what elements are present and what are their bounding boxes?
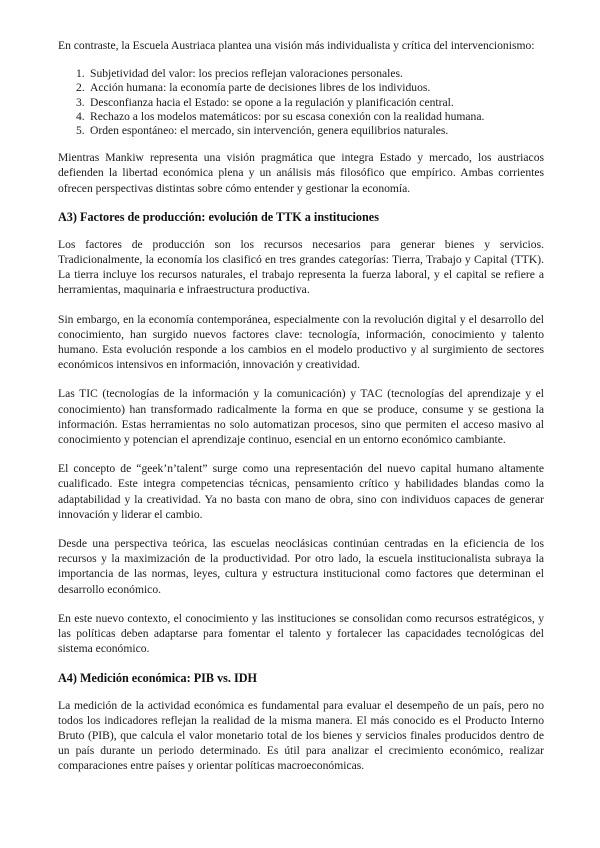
intro-austrian-paragraph: En contraste, la Escuela Austriaca plantea una visión más individualista y crítica del intervencionismo: bbox=[58, 39, 535, 52]
list-number: 3. bbox=[76, 95, 85, 109]
list-item-text: Rechazo a los modelos matemáticos: por su escasa conexión con la realidad humana. bbox=[90, 109, 485, 123]
conclusion-paragraph: Mientras Mankiw representa una visión pragmática que integra Estado y mercado, los austriacos defienden la libertad económica plena y un análisis más filosófico que empírico. Ambas corrientes ofrecen perspectivas distintas sobre cómo entender y gestionar la economía. bbox=[58, 151, 544, 195]
a3-paragraph: En este nuevo contexto, el conocimiento y las instituciones se consolidan como recursos estratégicos, y las políticas deben adaptarse para fomentar el talento y fortalecer las capacidades tecnológicas del sistema económico. bbox=[58, 611, 544, 656]
list-number: 4. bbox=[76, 109, 85, 123]
list-item bbox=[58, 81, 544, 95]
list-item bbox=[58, 67, 544, 81]
list-item bbox=[58, 110, 544, 124]
list-item-text: Orden espontáneo: el mercado, sin intervención, genera equilibrios naturales. bbox=[90, 124, 449, 138]
list-number: 5. bbox=[76, 124, 85, 138]
list-item bbox=[58, 96, 544, 110]
a3-paragraph: Sin embargo, en la economía contemporánea, especialmente con la revolución digital y el desarrollo del conocimiento, han surgido nuevos factores clave: tecnología, información, conocimiento y talento humano. Esta evolución responde a los cambios en el modelo productivo y al surgimiento de sectores económicos intensivos en información, innovación y creatividad. bbox=[58, 312, 544, 372]
list-item-text: Subjetividad del valor: los precios reflejan valoraciones personales. bbox=[90, 67, 403, 81]
a4-paragraph: La medición de la actividad económica es fundamental para evaluar el desempeño de un país, pero no todos los indicadores reflejan la realidad de la misma manera. El más conocido es el Producto Interno Bruto (PIB), que calcula el valor monetario total de los bienes y servicios finales producidos dentro de un país durante un periodo determinado. Es útil para analizar el crecimiento económico, realizar comparaciones entre países y orientar políticas macroeconómicas. bbox=[58, 698, 544, 773]
list-item-text: Acción humana: la economía parte de decisiones libres de los individuos. bbox=[90, 81, 431, 95]
a3-paragraph: Las TIC (tecnologías de la información y la comunicación) y TAC (tecnologías del aprendizaje y el conocimiento) han transformado radicalmente la forma en que se produce, consume y se gestiona la información. Estas herramientas no solo automatizan procesos, sino que permiten el acceso masivo al conocimiento y potencian el aprendizaje continuo, esencial en un entorno económico cambiante. bbox=[58, 387, 544, 447]
austrian-principles-list bbox=[58, 67, 544, 138]
section-a4-heading: A4) Medición económica: PIB vs. IDH bbox=[58, 670, 258, 685]
a3-paragraph: Los factores de producción son los recursos necesarios para generar bienes y servicios. Tradicionalmente, la economía los clasificó en tres grandes categorías: Tierra, Trabajo y Capital (TTK). La tierra incluye los recursos naturales, el trabajo representa la fuerza laboral, y el capital se refiere a herramientas, maquinaria e infraestructura productiva. bbox=[58, 237, 544, 297]
a3-paragraph: Desde una perspectiva teórica, las escuelas neoclásicas continúan centradas en la eficiencia de los recursos y la maximización de la productividad. Por otro lado, la escuela institucionalista subraya la importancia de las normas, leyes, cultura y estructura institucional como factores que determinan el desarrollo económico. bbox=[58, 537, 544, 596]
list-item-text: Desconfianza hacia el Estado: se opone a la regulación y planificación central. bbox=[90, 95, 454, 109]
a3-paragraph: El concepto de “geek’n’talent” surge como una representación del nuevo capital humano altamente cualificado. Este integra competencias técnicas, pensamiento crítico y habilidades blandas como la adaptabilidad y la creatividad. Ya no basta con mano de obra, sino con individuos capaces de generar innovación y liderar el cambio. bbox=[58, 462, 544, 521]
list-item bbox=[58, 124, 544, 138]
list-number: 1. bbox=[76, 67, 85, 81]
document-page bbox=[58, 38, 544, 788]
section-a3-heading: A3) Factores de producción: evolución de TTK a instituciones bbox=[58, 209, 379, 224]
list-number: 2. bbox=[76, 81, 85, 95]
